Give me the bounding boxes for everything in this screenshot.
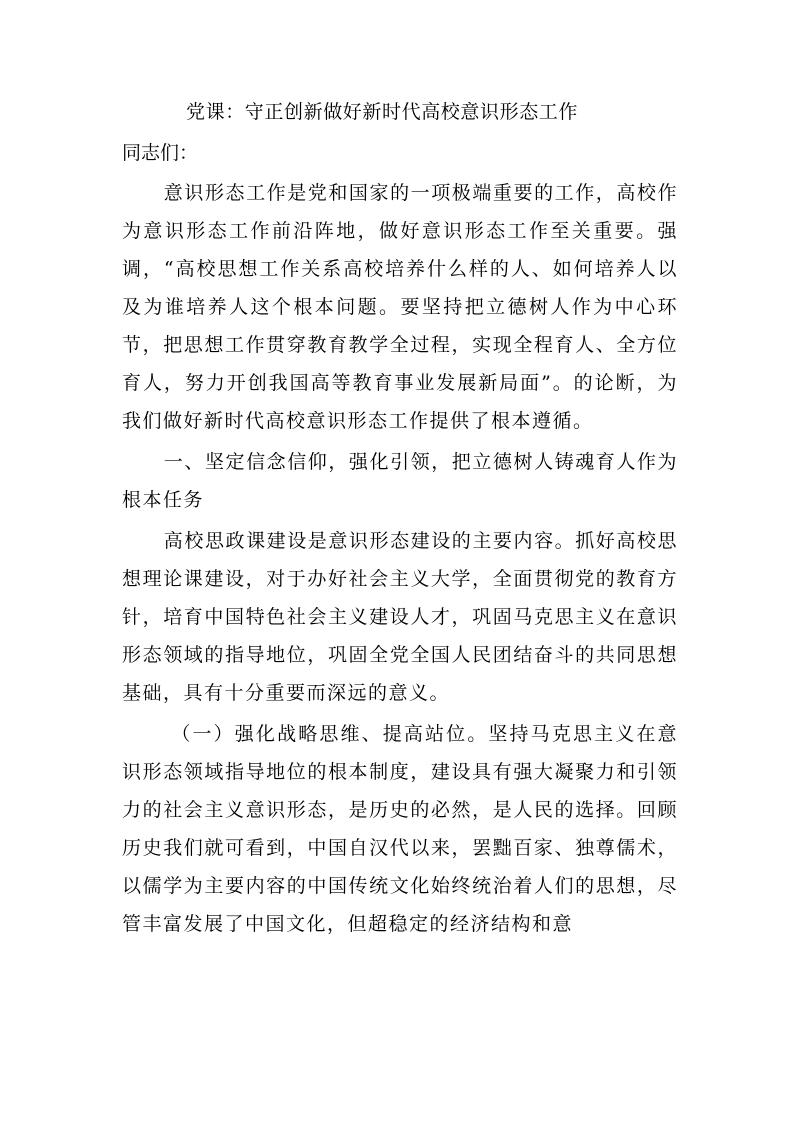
paragraph-intro: 意识形态工作是党和国家的一项极端重要的工作，高校作为意识形态工作前沿阵地，做好意识形态工作至关重要。强调，“高校思想工作关系高校培养什么样的人、如何培养人以及为谁培养人这个根本问题。要坚持把立德树人作为中心环节，把思想工作贯穿教育教学全过程，实现全程育人、全方位育人，努力开创我国高等教育事业发展新局面”。的论断，为我们做好新时代高校意识形态工作提供了根本遵循。 (122, 182, 678, 432)
document-body (122, 136, 678, 946)
section-heading-1: 一、坚定信念信仰，强化引领，把立德树人铸魂育人作为根本任务 (122, 451, 678, 511)
document-title: 党课：守正创新做好新时代高校意识形态工作 (186, 101, 579, 123)
paragraph-strategic-thinking: （一）强化战略思维、提高站位。坚持马克思主义在意识形态领域指导地位的根本制度，建设具有强大凝聚力和引领力的社会主义意识形态，是历史的必然，是人民的选择。回顾历史我们就可看到，中国自汉代以来，罢黜百家、独尊儒术，以儒学为主要内容的中国传统文化始终统治着人们的思想，尽管丰富发展了中国文化，但超稳定的经济结构和意 (122, 723, 678, 935)
salutation: 同志们： (122, 142, 199, 164)
paragraph-ideology-course: 高校思政课建设是意识形态建设的主要内容。抓好高校思想理论课建设，对于办好社会主义大学，全面贯彻党的教育方针，培育中国特色社会主义建设人才，巩固马克思主义在意识形态领域的指导地位，巩固全党全国人民团结奋斗的共同思想基础，具有十分重要而深远的意义。 (122, 530, 678, 704)
